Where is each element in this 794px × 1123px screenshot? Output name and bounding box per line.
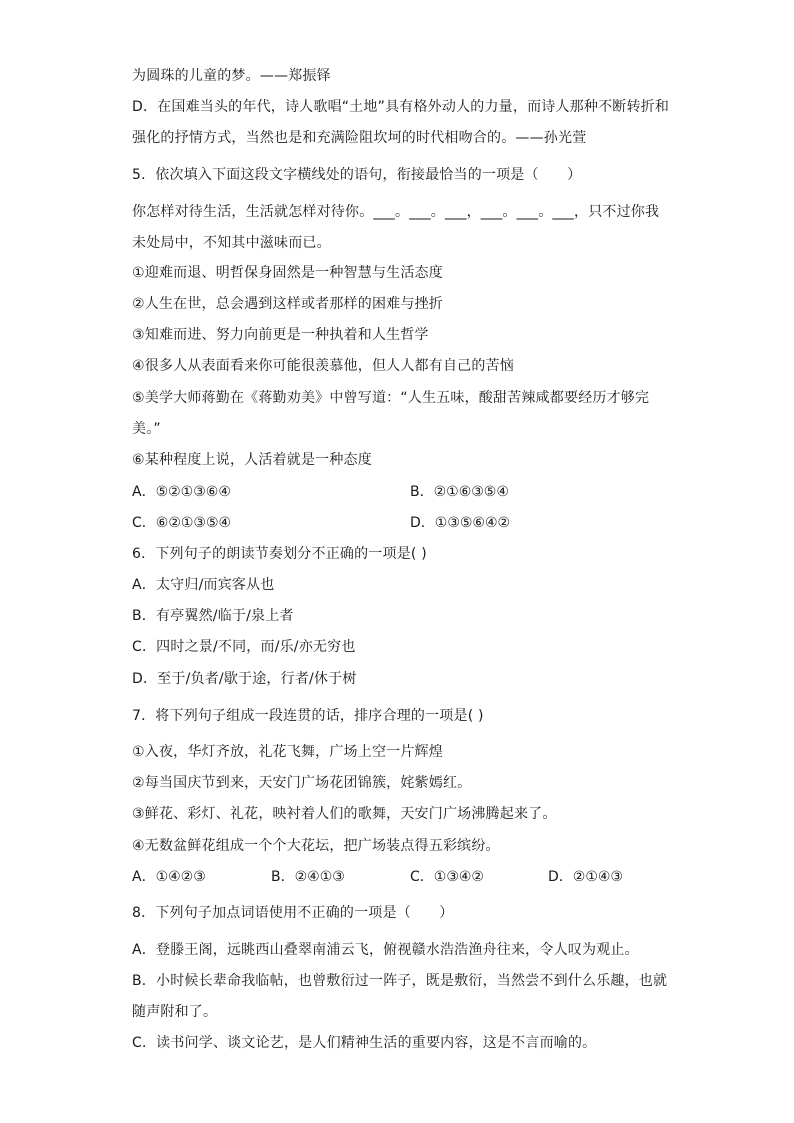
sentence-item: ②人生在世，总会遇到这样或者那样的困难与挫折 (132, 296, 443, 312)
q5-option-a[interactable]: A．⑤②①③⑥④ (132, 484, 231, 500)
sentence-item: ①入夜，华灯齐放，礼花飞舞，广场上空一片辉煌 (132, 744, 443, 760)
q6-option-c[interactable]: C．四时之景/不同，而/乐/亦无穷也 (132, 639, 356, 655)
text-line: 为圆珠的儿童的梦。——郑振铎 (132, 68, 331, 84)
q7-option-c[interactable]: C．①③④② (410, 869, 484, 885)
sentence-item: ③鲜花、彩灯、礼花，映衬着人们的歌舞，天安门广场沸腾起来了。 (132, 806, 557, 822)
sentence-item: ②每当国庆节到来，天安门广场花团锦簇，姹紫嫣红。 (132, 775, 472, 791)
q7-option-d[interactable]: D．②①④③ (548, 869, 623, 885)
text-line: 随声附和了。 (132, 1004, 218, 1020)
q7-option-b[interactable]: B．②④①③ (271, 869, 345, 885)
question-8-stem: 8．下列句子加点词语使用不正确的一项是（ ） (132, 905, 454, 921)
question-6-stem: 6．下列句子的朗读节奏划分不正确的一项是( ) (132, 546, 427, 562)
q6-option-d[interactable]: D．至于/负者/歇于途，行者/休于树 (132, 671, 357, 687)
text-line: 美。” (132, 421, 161, 437)
q6-option-b[interactable]: B．有亭翼然/临于/泉上者 (132, 608, 294, 624)
sentence-item: ④无数盆鲜花组成一个个大花坛，把广场装点得五彩缤纷。 (132, 838, 500, 854)
sentence-item: ⑥某种程度上说，人活着就是一种态度 (132, 452, 372, 468)
sentence-item: ⑤美学大师蒋勤在《蒋勤劝美》中曾写道：“人生五味，酸甜苦辣咸都要经历才够完 (132, 390, 650, 406)
q5-option-b[interactable]: B．②①⑥③⑤④ (410, 484, 509, 500)
q8-option-b[interactable]: B．小时候长辈命我临帖，也曾敷衍过一阵子，既是敷衍，当然尝不到什么乐趣，也就 (132, 973, 668, 989)
text-line: D．在国难当头的年代，诗人歌唱“土地”具有格外动人的力量，而诗人那种不断转折和 (132, 99, 670, 115)
q7-option-a[interactable]: A．①④②③ (132, 869, 206, 885)
q8-option-c[interactable]: C．读书问学、谈文论艺，是人们精神生活的重要内容，这是不言而喻的。 (132, 1035, 597, 1051)
question-7-stem: 7．将下列句子组成一段连贯的话，排序合理的一项是( ) (132, 708, 484, 724)
q5-option-d[interactable]: D．①③⑤⑥④② (410, 515, 511, 531)
q6-option-a[interactable]: A．太守归/而宾客从也 (132, 577, 275, 593)
text-line: 你怎样对待生活，生活就怎样对待你。___。___。___，___。___。___，只不过你我 (132, 204, 660, 220)
q8-option-a[interactable]: A．登滕王阁，远眺西山叠翠南浦云飞，俯视赣水浩浩渔舟往来，令人叹为观止。 (132, 942, 639, 958)
text-line: 未处局中，不知其中滋味而已。 (132, 235, 331, 251)
sentence-item: ①迎难而退、明哲保身固然是一种智慧与生活态度 (132, 265, 443, 281)
sentence-item: ③知难而进、努力向前更是一种执着和人生哲学 (132, 327, 429, 343)
question-5-stem: 5．依次填入下面这段文字横线处的语句，衔接最恰当的一项是（ ） (132, 167, 582, 183)
text-line: 强化的抒情方式，当然也是和充满险阻坎坷的时代相吻合的。——孙光萱 (132, 130, 587, 146)
q5-option-c[interactable]: C．⑥②①③⑤④ (132, 515, 232, 531)
sentence-item: ④很多人从表面看来你可能很羡慕他，但人人都有自己的苦恼 (132, 358, 514, 374)
